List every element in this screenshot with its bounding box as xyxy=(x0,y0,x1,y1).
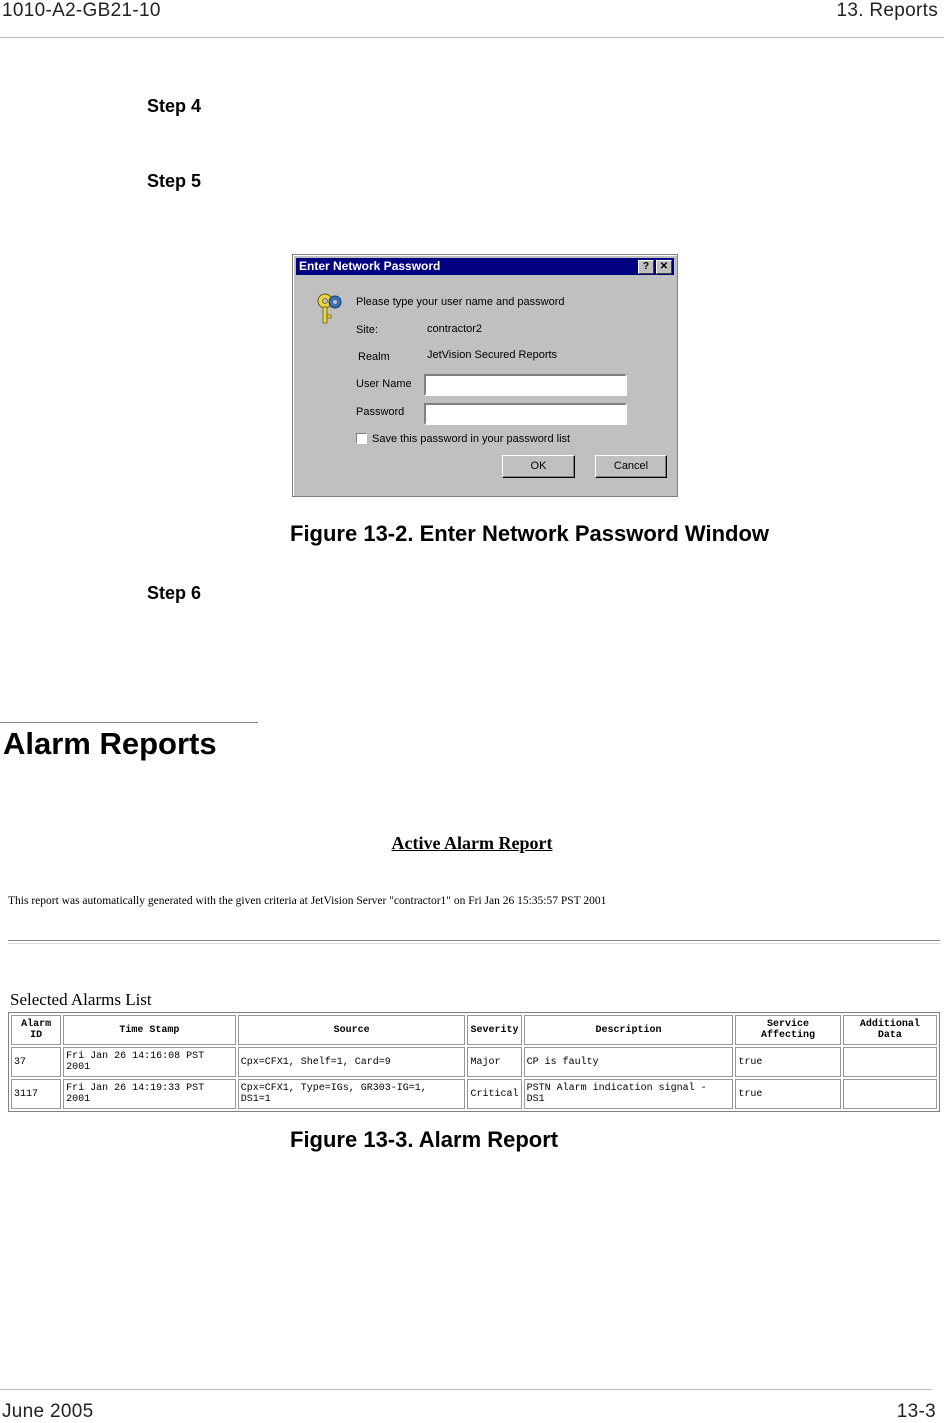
cell-severity: Major xyxy=(467,1047,521,1077)
step-6-label: Step 6 xyxy=(147,583,202,603)
report-divider xyxy=(8,940,940,944)
password-input[interactable] xyxy=(424,403,627,425)
dialog-titlebar xyxy=(296,258,674,275)
alarms-table xyxy=(8,1012,940,1112)
col-description: Description xyxy=(524,1015,734,1045)
report-subtitle: This report was automatically generated with the given criteria at JetVision Server "contractor1" on Fri Jan 26 15:35:57 PST 2001 xyxy=(8,895,607,907)
figure-13-3-caption: Figure 13-3. Alarm Report xyxy=(290,1127,559,1152)
cell-source: Cpx=CFX1, Shelf=1, Card=9 xyxy=(238,1047,466,1077)
col-source: Source xyxy=(238,1015,466,1045)
cell-service-affecting: true xyxy=(735,1047,840,1077)
dialog-title: Enter Network Password xyxy=(299,259,441,273)
step-5-label: Step 5 xyxy=(147,171,202,191)
cell-time-stamp: Fri Jan 26 14:16:08 PST 2001 xyxy=(63,1047,236,1077)
help-button[interactable]: ? xyxy=(638,260,654,274)
realm-value: JetVision Secured Reports xyxy=(427,349,558,361)
password-label: Password xyxy=(356,406,405,418)
col-additional-data: Additional Data xyxy=(843,1015,937,1045)
step-4-label: Step 4 xyxy=(147,96,202,116)
doc-number: 1010-A2-GB21-10 xyxy=(2,0,161,21)
dialog-prompt: Please type your user name and password xyxy=(356,296,565,308)
network-password-dialog xyxy=(292,254,678,497)
save-password-label: Save this password in your password list xyxy=(372,433,571,445)
page-number: 13-3 xyxy=(896,1401,936,1422)
table-row xyxy=(11,1047,937,1077)
cell-source: Cpx=CFX1, Type=IGs, GR303-IG=1, DS1=1 xyxy=(238,1079,466,1109)
report-title: Active Alarm Report xyxy=(391,833,553,853)
footer-date: June 2005 xyxy=(2,1401,94,1422)
cell-alarm-id: 37 xyxy=(11,1047,61,1077)
keys-icon xyxy=(315,291,345,327)
col-time-stamp: Time Stamp xyxy=(63,1015,236,1045)
ok-button[interactable]: OK xyxy=(502,455,575,478)
col-service-affecting: Service Affecting xyxy=(735,1015,840,1045)
table-header-row xyxy=(11,1015,937,1045)
col-severity: Severity xyxy=(467,1015,521,1045)
username-label: User Name xyxy=(356,378,412,390)
cell-severity: Critical xyxy=(467,1079,521,1109)
cell-time-stamp: Fri Jan 26 14:19:33 PST 2001 xyxy=(63,1079,236,1109)
realm-label: Realm xyxy=(358,351,390,363)
table-row xyxy=(11,1079,937,1109)
site-value: contractor2 xyxy=(427,323,483,335)
alarms-list-title: Selected Alarms List xyxy=(10,990,152,1009)
cell-alarm-id: 3117 xyxy=(11,1079,61,1109)
figure-13-2-caption: Figure 13-2. Enter Network Password Window xyxy=(290,521,770,546)
header-rule xyxy=(0,37,944,38)
col-alarm-id: Alarm ID xyxy=(11,1015,61,1045)
chapter-title: 13. Reports xyxy=(836,0,938,21)
cell-additional-data xyxy=(843,1079,937,1109)
footer-rule xyxy=(0,1389,932,1390)
cell-description: PSTN Alarm indication signal - DS1 xyxy=(524,1079,734,1109)
save-password-checkbox[interactable] xyxy=(356,433,367,444)
cell-service-affecting: true xyxy=(735,1079,840,1109)
section-rule xyxy=(0,722,258,723)
close-button[interactable]: ✕ xyxy=(656,260,672,274)
section-title: Alarm Reports xyxy=(3,726,217,761)
cell-additional-data xyxy=(843,1047,937,1077)
username-input[interactable] xyxy=(424,374,627,396)
cancel-button[interactable]: Cancel xyxy=(595,455,667,478)
site-label: Site: xyxy=(356,324,379,336)
cell-description: CP is faulty xyxy=(524,1047,734,1077)
